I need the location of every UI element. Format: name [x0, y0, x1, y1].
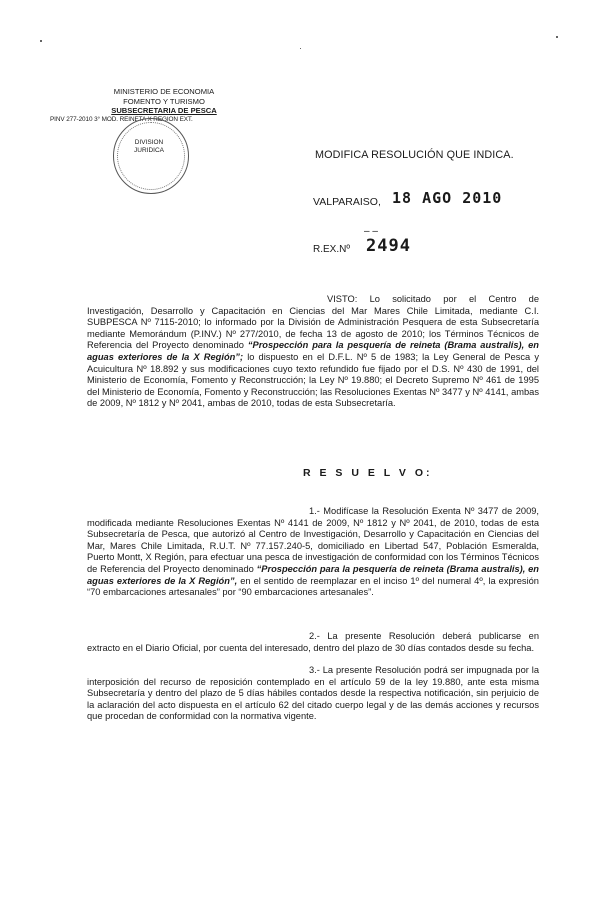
ministry-subtitle: FOMENTO Y TURISMO	[123, 96, 205, 106]
resolution-number: 2494	[366, 236, 411, 256]
article-3	[87, 665, 539, 723]
division-stamp	[113, 118, 189, 194]
article-3-text: 3.- La presente Resolución podrá ser impugnada por la interposición del recurso de reposición contemplado en el artículo 59 de la ley 19.880, ante esta misma Subsecretaría y dentro del plazo de 5 días hábiles contados desde la respectiva notificación, sin perjuicio de la aclaración del acto dispuesta en el artículo 62 del citado cuerpo legal y de las demás acciones y recursos que procedan de conformidad con la normativa vigente.	[87, 665, 539, 722]
ministry-name: MINISTERIO DE ECONOMIA	[113, 87, 215, 96]
stamp-line-2: JURIDICA	[134, 147, 164, 154]
date-stamp: 18 AGO 2010	[392, 189, 503, 207]
place-label: VALPARAISO,	[313, 196, 381, 208]
letterhead	[64, 87, 264, 116]
article-2	[87, 631, 539, 654]
article-2-text: 2.- La presente Resolución deberá publicarse en extracto en el Diario Oficial, por cuenta del interesado, dentro del plazo de 30 días contados desde su fecha.	[87, 631, 539, 653]
article-1-text: 1.- Modifícase la Resolución Exenta Nº 3477 de 2009, modificada mediante Resoluciones Exentas Nº 4141 de 2009, Nº 1812 y Nº 2041, de 2010, todas de esta Subsecretaría de Pesca, que autorizó al Centro de Investigación, Desarrollo y Capacitación en Ciencias del Mar, Mares Chile Limitada, R.U.T. Nº 77.157.240-5, domiciliado en Libertad 547, Población Esmeralda, Puerto Montt, X Región, para efectuar una pesca de investigación de conformidad con los Términos Técnicos de Referencia del Proyecto denominado	[87, 506, 539, 574]
article-1-end: en el sentido de reemplazar en el inciso 1º del numeral 4º, la expresión “70 embarcaciones artesanales” por “90 embarcaciones artesanales”.	[87, 575, 539, 598]
stamp-ring	[117, 122, 185, 190]
article-1-project-name: “Prospección para la pesquería de reineta (Brama australis), en aguas exteriores de la X Región”,	[87, 563, 539, 586]
article-1	[87, 506, 539, 599]
visto-paragraph	[87, 294, 539, 410]
resolution-label: R.EX.Nº	[313, 244, 350, 255]
scan-speck	[40, 40, 42, 42]
visto-text-2: lo dispuesto en el D.F.L. Nº 5 de 1983; la Ley General de Pesca y Acuicultura Nº 18.892 y sus modificaciones cuyo texto refundido fue fijado por el D.S. Nº 430 de 1991, del Ministerio de Economía, Fomento y Reconstrucción; la Ley Nº 19.880; el Decreto Supremo Nº 461 de 1995 del Ministerio de Economía, Fomento y Reconstrucción; las Resoluciones Exentas Nº 3477 y Nº 4141, ambas de 2009, Nº 1812 y Nº 2041, ambas de 2010, todas de esta Subsecretaría.	[87, 351, 539, 409]
visto-project-name: “Prospección para la pesquería de reineta (Brama australis), en aguas exteriores de la X Región”;	[87, 340, 539, 362]
dash-mark: ‒ ‒	[364, 226, 378, 237]
scan-speck	[556, 36, 558, 38]
stamp-line-1: DIVISION	[134, 139, 164, 146]
reference-code: PINV 277-2010 3° MOD. REINETA X REGION EXT.	[50, 116, 193, 123]
document-title: MODIFICA RESOLUCIÓN QUE INDICA.	[315, 149, 514, 161]
resuelvo-heading: R E S U E L V O:	[303, 467, 433, 479]
scan-speck	[300, 48, 301, 49]
subsecretaria-name: SUBSECRETARIA DE PESCA	[111, 106, 217, 116]
visto-text: VISTO: Lo solicitado por el Centro de Investigación, Desarrollo y Capacitación en Ciencias del Mar Mares Chile Limitada, mediante C.I. SUBPESCA Nº 7115-2010; lo informado por la División de Administración Pesquera de esta Subsecretaría mediante Memorándum (P.INV.) Nº 277/2010, de fecha 13 de agosto de 2010; los Términos Técnicos de Referencia del Proyecto denominado	[87, 294, 539, 351]
